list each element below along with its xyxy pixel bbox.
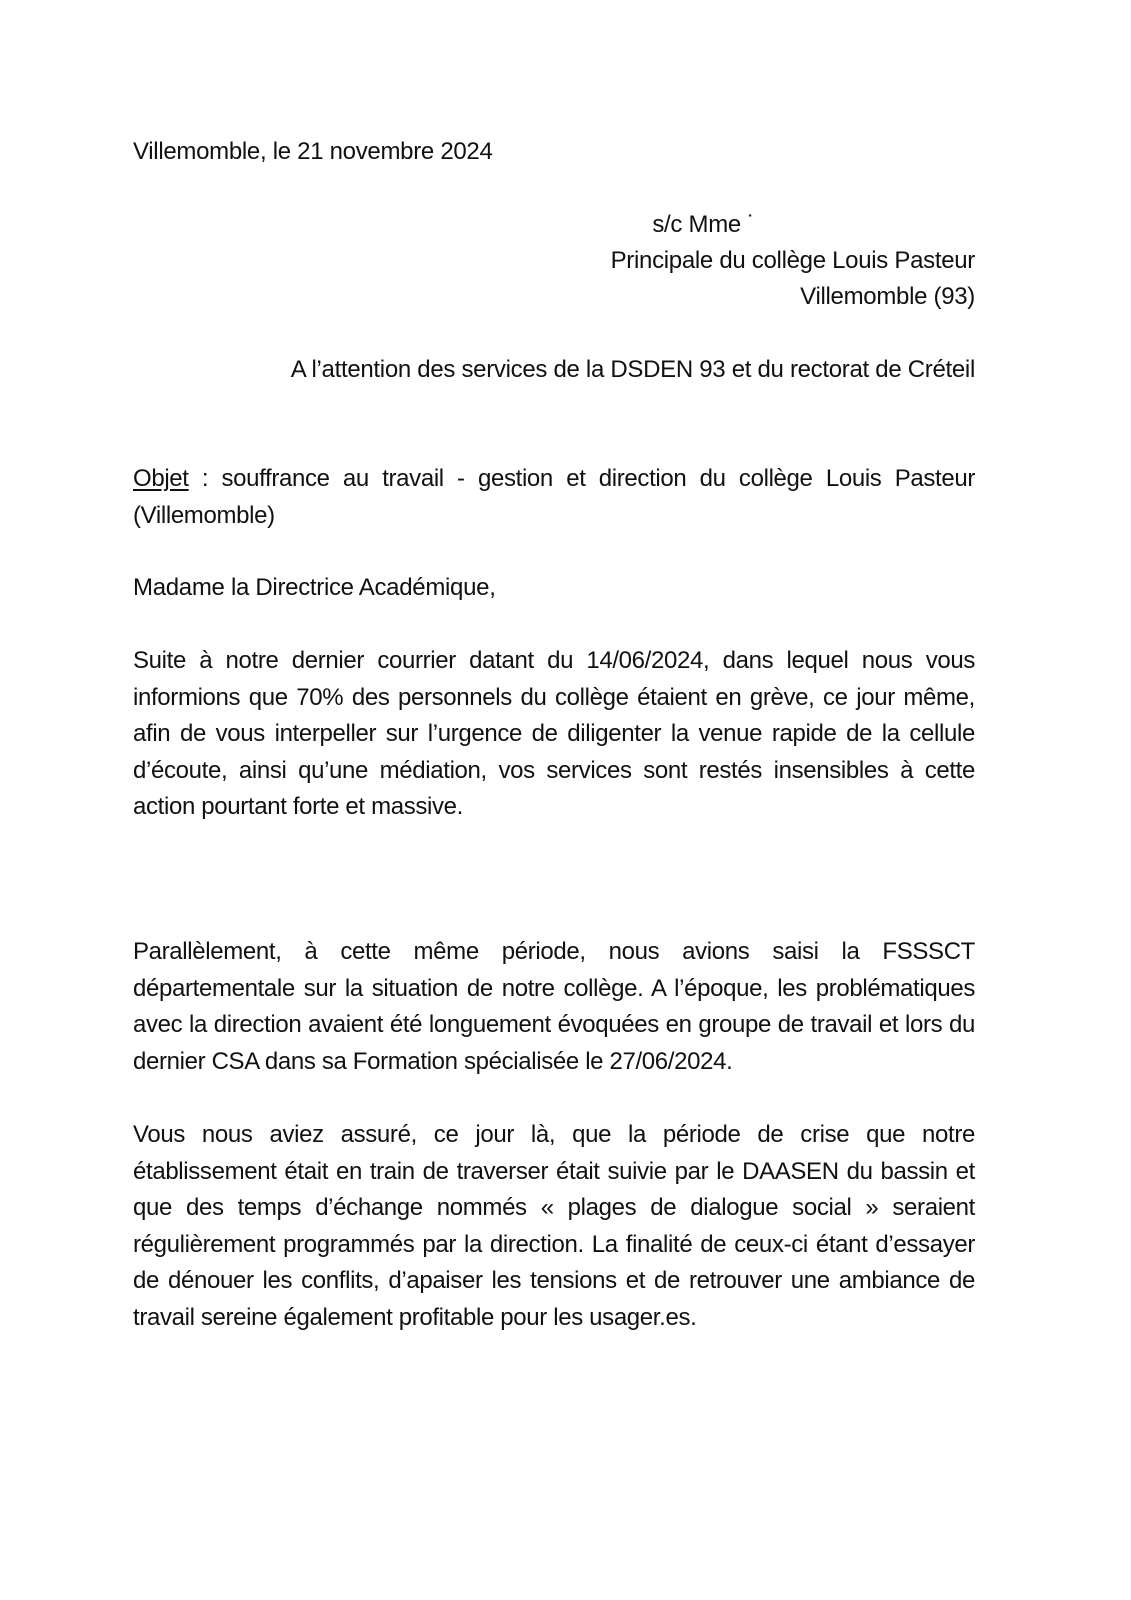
recipient-salutation: s/c Mme ˙ [652, 211, 755, 238]
paragraph-2: Parallèlement, à cette même période, nous avions saisi la FSSSCT départementale sur la situation de notre collège. A l’époque, les problématiques avec la direction avaient été longuement évoquées en groupe de travail et lors du dernier CSA dans sa Formation spécialisée le 27/06/2024. [133, 938, 975, 1075]
recipient-line-3: Villemomble (93) [800, 283, 975, 310]
subject-separator: : [188, 465, 222, 492]
recipient-line-2: Principale du collège Louis Pasteur [610, 247, 975, 274]
subject-text: souffrance au travail - gestion et direction du collège Louis Pasteur (Villemomble) [133, 465, 975, 529]
place-date: Villemomble, le 21 novembre 2024 [133, 138, 493, 165]
recipient-line-1 [133, 207, 975, 243]
subject-line [133, 461, 975, 534]
paragraph-1: Suite à notre dernier courrier datant du 14/06/2024, dans lequel nous vous informions que 70% des personnels du collège étaient en grève, ce jour même, afin de vous interpeller sur l’urgence de diligenter la venue rapide de la cellule d’écoute, ainsi qu’une médiation, vos services sont restés insensibles à cette action pourtant forte et massive. [133, 647, 975, 820]
salutation: Madame la Directrice Académique, [133, 574, 496, 601]
attention-line: A l’attention des services de la DSDEN 93 et du rectorat de Créteil [290, 356, 975, 383]
subject-label: Objet [133, 465, 189, 492]
paragraph-3: Vous nous aviez assuré, ce jour là, que la période de crise que notre établissement était en train de traverser était suivie par le DAASEN du bassin et que des temps d’échange nommés « plages de dialogue social » seraient régulièrement programmés par la direction. La finalité de ceux-ci étant d’essayer de dénouer les conflits, d’apaiser les tensions et de retrouver une ambiance de travail sereine également profitable pour les usager.es. [133, 1121, 975, 1331]
